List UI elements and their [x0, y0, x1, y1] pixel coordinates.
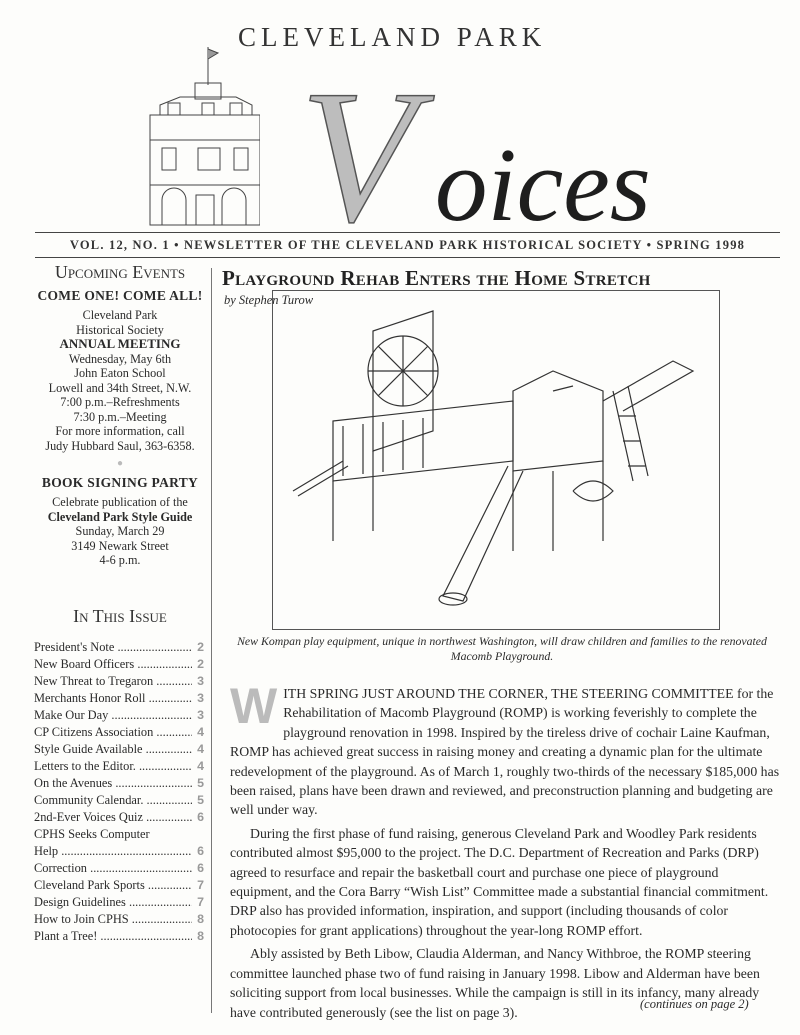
logo-v: V — [300, 60, 417, 235]
toc-item-page: 3 — [197, 673, 204, 688]
toc-item-page: 6 — [197, 843, 204, 858]
toc-item-title: Make Our Day ..... — [34, 707, 192, 724]
toc-item-title: Design Guidelines ..... — [34, 894, 192, 911]
event-line: Historical Society — [76, 322, 164, 337]
event-line: Celebrate publication of the — [52, 495, 188, 509]
toc-item-title: New Threat to Tregaron ..... — [34, 673, 192, 690]
paragraph-1-text: ITH SPRING JUST AROUND THE CORNER, THE STEERING COMMITTEE for the Rehabilitation of Macomb Playground (ROMP) is working feverishly to complete the playground renovation in 1998. Inspired by the tireless drive of cochair Laine Kaufman, ROMP has achieved great success in raising money and creating a dynamic plan for the ultimate redevelopment of the playground. As of March 1, roughly two-thirds of the necessary $185,000 has been raised, plans have been drawn and reviewed, and preconstruction planning and budgeting are well under way. — [230, 686, 780, 818]
event-line: ANNUAL MEETING — [59, 336, 181, 351]
toc-item — [34, 758, 204, 775]
event-line: Wednesday, May 6th — [68, 351, 172, 366]
toc-item-title: Letters to the Editor. ..... — [34, 758, 192, 775]
sidebar — [30, 262, 210, 945]
toc-heading: In This Issue — [73, 605, 167, 626]
toc-item — [34, 724, 204, 741]
toc-item-page: 5 — [197, 775, 204, 790]
event2-details — [30, 495, 210, 568]
toc-item-page: 3 — [197, 690, 204, 705]
toc-item — [34, 673, 204, 690]
toc-item-page: 4 — [197, 741, 204, 756]
toc-item — [34, 826, 204, 843]
figure-caption: New Kompan play equipment, unique in northwest Washington, will draw children and families to the renovated Macomb Playground. — [237, 634, 767, 663]
toc-item-page: 8 — [197, 928, 204, 943]
event-line: Cleveland Park — [82, 308, 158, 322]
article-byline: by Stephen Turow — [224, 293, 314, 307]
event2-heading: BOOK SIGNING PARTY — [41, 475, 199, 490]
toc-item — [34, 741, 204, 758]
masthead-top: CLEVELAND PARK — [238, 22, 547, 52]
toc-item-title: CPHS Seeks Computer — [34, 826, 150, 841]
event-line: For more information, call — [55, 424, 185, 438]
toc-item-title: Cleveland Park Sports ..... — [34, 877, 192, 894]
toc-item-title: Correction ..... — [34, 860, 192, 877]
toc-item-title: Community Calendar. ..... — [34, 792, 192, 809]
toc-item-title: Merchants Honor Roll ..... — [34, 690, 192, 707]
toc-item — [34, 707, 204, 724]
toc-item — [34, 877, 204, 894]
paragraph-3: Ably assisted by Beth Libow, Claudia Alderman, and Nancy Withbroe, the ROMP steering committee launched phase two of fund raising in January 1998. Libow and Alderman have been soliciting support from local businesses. While the campaign is still in its infancy, many already have contributed generously (see the list on page 3). — [230, 946, 760, 1020]
event-line: Cleveland Park Style Guide — [47, 509, 193, 524]
toc-item — [34, 639, 204, 656]
toc-item — [34, 928, 204, 945]
toc-item-page: 6 — [197, 860, 204, 875]
toc-item — [34, 656, 204, 673]
event-line: 4-6 p.m. — [99, 553, 141, 567]
toc-item-title: Help ..... — [34, 843, 192, 860]
event-line: 7:00 p.m.–Refreshments — [60, 395, 180, 409]
continued-note: (continues on page 2) — [640, 997, 749, 1011]
column-divider — [211, 268, 212, 1013]
toc-item-title: On the Avenues ..... — [34, 775, 192, 792]
event-line: 7:30 p.m.–Meeting — [73, 409, 167, 424]
paragraph-1 — [230, 678, 780, 820]
playground-illustration — [272, 290, 720, 630]
toc-item-title: New Board Officers ..... — [34, 656, 192, 673]
toc-item — [34, 911, 204, 928]
toc-item-page — [192, 826, 204, 843]
toc-item-page: 3 — [197, 707, 204, 722]
event-line: Sunday, March 29 — [75, 524, 165, 538]
toc-item — [34, 894, 204, 911]
event1-heading: COME ONE! COME ALL! — [37, 288, 203, 303]
toc-item-page: 4 — [197, 724, 204, 739]
toc-item — [34, 775, 204, 792]
event-line: Lowell and 34th Street, N.W. — [48, 380, 192, 395]
event1-details — [30, 308, 210, 453]
event-line: John Eaton School — [74, 366, 166, 380]
article-body — [230, 678, 780, 1026]
toc-item-title: Plant a Tree! ..... — [34, 928, 192, 945]
firehouse-illustration — [140, 45, 260, 227]
toc-item-page: 7 — [197, 877, 204, 892]
toc-item-page: 2 — [197, 656, 204, 671]
voices-logo — [295, 60, 715, 235]
toc-item-page: 4 — [197, 758, 204, 773]
toc-item-title: How to Join CPHS ..... — [34, 911, 192, 928]
toc-item-page: 7 — [197, 894, 204, 909]
paragraph-2: During the first phase of fund raising, generous Cleveland Park and Woodley Park residents contributed almost $95,000 to the project. The D.C. Department of Recreation and Parks (DRP) agreed to resurface and repair the basketball court and purchase one piece of playground equipment, and the Cora Barry “Wish List” Committee made a substantial financial commitment. DRP also has provided information, inspiration, and support (including thousands of color photocopies for grant applications) throughout the year-long ROMP effort. — [230, 825, 769, 938]
toc-item — [34, 809, 204, 826]
toc-item-title: President's Note ..... — [34, 639, 192, 656]
drop-cap: W — [230, 678, 278, 734]
event-line: Judy Hubbard Saul, 363-6358. — [45, 438, 195, 453]
events-heading: Upcoming Events — [54, 262, 186, 282]
toc-item — [34, 792, 204, 809]
ornament-icon: ● — [116, 458, 124, 469]
toc-item-page: 6 — [197, 809, 204, 824]
toc-item-title: CP Citizens Association ..... — [34, 724, 192, 741]
article-headline: Playground Rehab Enters the Home Stretch — [222, 266, 651, 290]
table-of-contents — [30, 639, 210, 945]
toc-item — [34, 690, 204, 707]
volume-line: VOL. 12, NO. 1 • NEWSLETTER OF THE CLEVELAND PARK HISTORICAL SOCIETY • SPRING 1998 — [35, 232, 780, 258]
logo-oices: oices — [435, 126, 651, 235]
toc-item-title: Style Guide Available ..... — [34, 741, 192, 758]
toc-item-page: 2 — [197, 639, 204, 654]
toc-item-title: 2nd-Ever Voices Quiz ..... — [34, 809, 192, 826]
toc-item — [34, 860, 204, 877]
event-line: 3149 Newark Street — [71, 538, 169, 553]
toc-item-page: 5 — [197, 792, 204, 807]
toc-item-page: 8 — [197, 911, 204, 926]
toc-item — [34, 843, 204, 860]
